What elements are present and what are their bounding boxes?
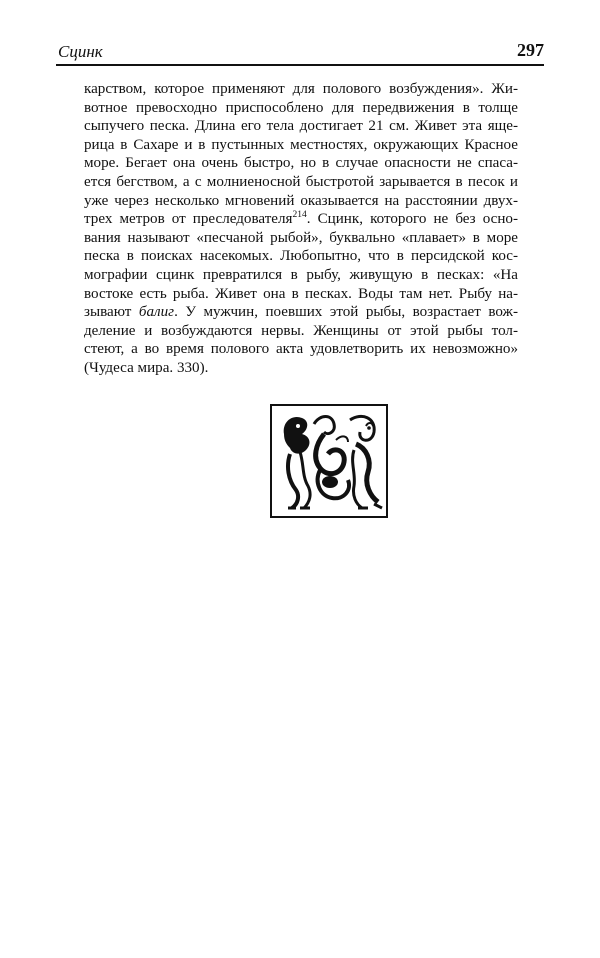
text-line: сыпучего песка. Длина его тела достигает 21 см. Живет эта яще- — [84, 118, 518, 135]
text-line: песка в поисках насекомых. Любопытно, что в персидской кос- — [84, 248, 518, 265]
text-line: востоке есть рыба. Живет она в песках. Воды там нет. Рыбу на- — [84, 285, 518, 302]
text-line: карством, которое применяют для полового возбуждения». Жи- — [84, 81, 518, 97]
text-fragment: . У мужчин, поевших этой рыбы, возрастает вож- — [174, 304, 518, 321]
text-line: вания называют «песчаной рыбой», буквально «плавает» в море — [84, 229, 518, 246]
text-line: (Чудеса мира. 330). — [84, 359, 209, 376]
text-line: деление и возбуждаются нервы. Женщины от этой рыбы тол- — [84, 322, 518, 339]
text-line: море. Бегает она очень быстро, но в случае опасности не спаса- — [84, 155, 518, 172]
header-rule — [56, 64, 544, 66]
page-number: 297 — [517, 40, 544, 60]
skink-vignette-illustration — [270, 404, 388, 518]
text-line: уже через несколько мгновений оказывается на расстоянии двух- — [84, 192, 518, 209]
text-line: ется бегством, а с молниеносной быстротой зарывается в песок и — [84, 173, 518, 190]
text-line — [84, 210, 518, 229]
text-line: рица в Сахаре и в пустынных местностях, окружающих Красное — [84, 136, 518, 153]
text-line: стеют, а во время полового акта удовлетворить их невозможно» — [84, 341, 518, 358]
text-fragment: . Сцинк, которого не без осно- — [306, 211, 518, 228]
text-fragment: зывают — [84, 304, 139, 321]
body-paragraph — [84, 80, 518, 378]
running-title: Сцинк — [58, 42, 103, 61]
dragon-ornament-icon — [270, 404, 388, 518]
footnote-reference: 214 — [292, 210, 307, 221]
italic-term: балиг — [138, 304, 175, 321]
page-header — [56, 40, 544, 66]
text-line: мографии сцинк превратился в рыбу, живущую в песках: «На — [84, 266, 518, 283]
text-line — [84, 303, 518, 322]
text-fragment: трех метров от преследователя — [84, 211, 293, 228]
text-line: вотное превосходно приспособлено для передвижения в толще — [84, 99, 518, 116]
